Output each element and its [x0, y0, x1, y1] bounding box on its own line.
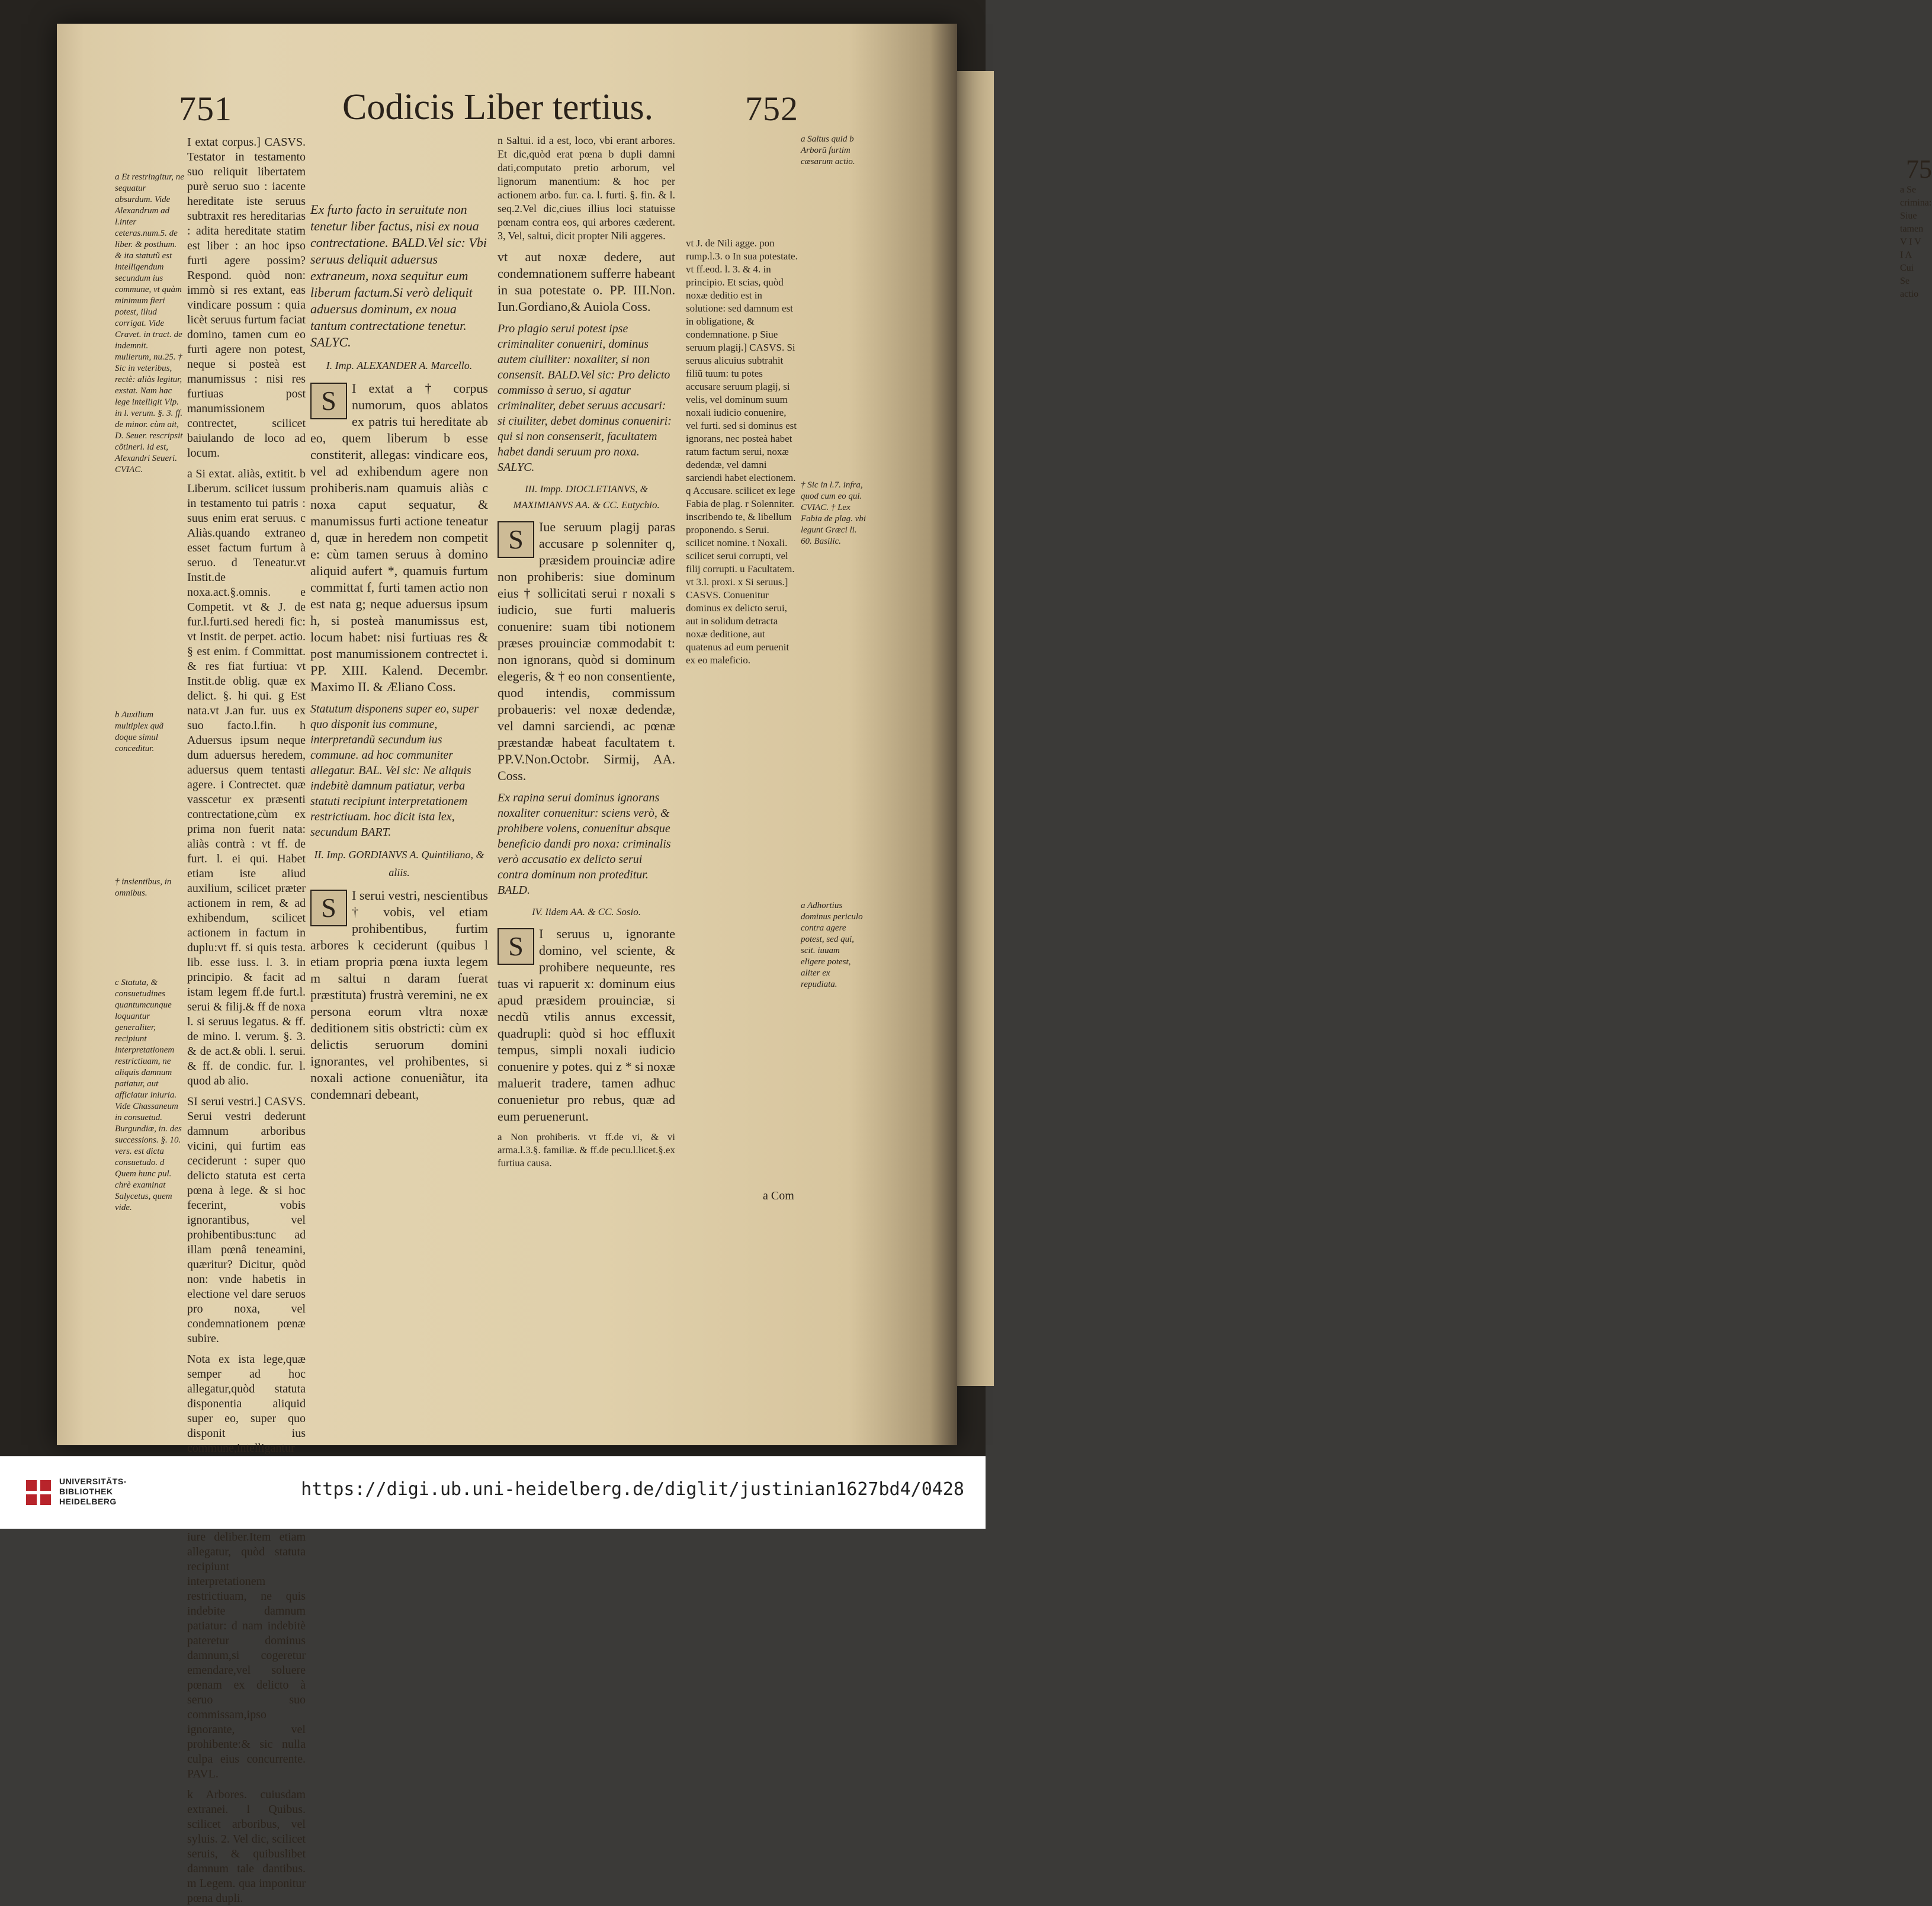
rubric: Statutum disponens super eo, super quo disponit ius commune, interpretandũ secundum ius commune. ad hoc communiter allegatur. BAL. Vel sic: Ne aliquis indebitè damnum patiatur, verba statuti recipiunt interpretationem restrictiuam. hoc dicit ista lex, secundum BART. — [310, 702, 479, 839]
margin-note: a Adhortius dominus periculo contra agere potest, sed qui, scit. iuuam eligere potest, aliter ex repudiata. — [801, 901, 863, 989]
drop-capital: S — [498, 521, 534, 558]
drop-capital: S — [498, 928, 534, 965]
opening-gloss: I extat corpus.] CASVS. Testator in testamento suo reliquit libertatem purè seruo suo : iacente hereditate iste seruus subtraxit res hereditarias : adita hereditate statim est liber : an hoc ipso furti agere possim? Respond. quòd non: immò si res extant, eas vindicare possum : quia licèt seruus furtum faciat domino, tamen cum eo furti agere non potest, neque si posteà est manumissus : nisi res furtiuas post manumissionem contrectet, scilicet baiulando de loco ad locum. — [187, 136, 306, 460]
lex-text: S I serui vestri, nescientibus † vobis, vel etiam prohibentibus, furtim arbores k ceciderunt (quibus l etiam propria pœna iuxta legem m saltui n daram fuerat præstituta) frustrà veremini, ne ex persona eorum vltra noxæ deditionem sitis obstricti: cùm ex delictis seruorum domini ignorantes, vel prohibentes, si noxali actione conueniãtur, ita condemnari debeant, — [310, 888, 488, 1102]
next-page-number: 75 — [1906, 155, 1932, 184]
casus-gloss: SI serui vestri.] CASVS. Serui vestri dederunt damnum arboribus vicini, qui furtim eas ceciderunt : super quo delicto statuta est certa pœna à lege. & si hoc fecerint, vobis ignorantibus, vel prohibentibus:tunc ad illam pœnâ teneamini, quæritur? Dicitur, quòd non: vnde habetis in electione vel dare seruos pro noxa, vel condemnationem pœnæ subire. — [187, 1095, 306, 1345]
viewer-footer — [0, 1456, 986, 1529]
page-number-left: 751 — [179, 89, 232, 128]
lex-heading: II. Imp. GORDIANVS A. Quintiliano, & aliis. — [314, 849, 484, 878]
gloss-notes: a Si extat. aliàs, extitit. b Liberum. scilicet iussum in testamento tui patris : suus enim erat seruus. c Aliàs.quando extraneo esset factum furtum à seruo. d Teneatur.vt Instit.de noxa.act.§.omnis. e Competit. vt & J. de fur.l.furti.sed heredi fic: vt Instit. de perpet. actio. § est enim. f Committat. & res fiat furtiua: vt Instit.de oblig. quæ ex delict. §. hi qui. g Est nata.vt J.an fur. uus ex suo facto.l.fin. h Aduersus ipsum neque dum aduersus heredem, aduersus quem tentasti agere. i Contrectet. quæ vasscetur ex præsenti contrectatione,cùm ex prima non fuerit nata: aliàs contrà : vt ff. de furt. l. ei qui. Habet etiam iste aliud auxilium, scilicet præter actionem in rem, & ad exhibendum, scilicet actionem in factum in duplu:vt ff. si quis testa. lib. esse iuss. l. 3. in principio. & facit ad istam legem ff.de furt.l. serui & filij.& ff de noxa l. si seruus legatus. & ff. de mino. l. verum. §. 3. & de act.& obli. l. serui. & ff. de condic. fur. l. quod ab alio. — [187, 467, 306, 1087]
margin-note: † insientibus, in omnibus. — [115, 877, 172, 898]
margin-note: † Sic in l.7. infra, quod cum eo qui. CVIAC. † Lex Fabia de plag. vbi legunt Græci li. 60. Basilic. — [801, 480, 866, 546]
lex-heading: III. Impp. DIOCLETIANVS, & MAXIMIANVS AA. & CC. Eutychio. — [513, 483, 660, 511]
margin-note: c Statuta, & consuetudines quantumcunque loquantur generaliter, recipiunt interpretationem restrictiuam, ne aliquis damnum patiatur, aut afficiatur iniuria. Vide Chassaneum in consuetud. Burgundiæ, in. des successions. §. 10. vers. est dicta consuetudo. d Quem hunc pul. chrè examinat Salycetus, quem vide. — [115, 978, 182, 1212]
left-gloss-column — [187, 135, 306, 1905]
nota-gloss: Nota ex ista lege,quæ semper ad hoc allegatur,quòd statuta disponentia aliquid super eo, super quo disponit ius commune,intelligantur iure deliber.Item etiam allegatur, quòd statuta recipiunt interpretationem restrictiuam, ne quis indebite damnum patiatur: d nam indebitè pateretur dominus damnum,si cogeretur emendare,vel soluere pœnam ex delicto à seruo suo commissam,ipso ignorante, vel prohibente:& sic nulla culpa eius concurrente. PAVL. — [187, 1353, 306, 1780]
lex-text: S Iue seruum plagij paras accusare p solenniter q, præsidem prouinciæ adire non prohiberis: siue dominum eius † sollicitati serui r noxali s iudicio, sue furti malueris conuenire: suam tibi notionem præses prouinciæ commodabit t: non ignorans, quòd si dominum elegeris, & † eo non consentiente, quod intendis, commissum probaueris: vel noxæ dedendæ, vel damni sarciendi, ac pœnæ præstandæ habeat facultatem t. PP.V.Non.Octobr. Sirmij, AA. Coss. — [498, 519, 675, 783]
drop-capital: S — [310, 383, 347, 419]
right-gloss: vt J. de Nili agge. pon rump.l.3. o In sua potestate. vt ff.eod. l. 3. & 4. in principio. Et scias, quòd noxæ deditio est in solutione: sed damnum est in obligatione, & condemnatione. p Siue seruum plagij.] CASVS. Si seruus alicuius subtrahit filiũ tuum: tu potes accusare seruum plagij, si velis, vel dominum suum noxali iudicio conuenire, vel furti. sed si dominus est ignorans, nec posteà habet ratum factum serui, noxæ dedendæ, vel damni sarciendi habet electionem. q Accusare. scilicet ex lege Fabia de plag. r Solenniter. inscribendo te, & libellum proponendo. s Serui. scilicet nomine. t Noxali. scilicet serui corrupti, vel filij corrupti. u Facultatem. vt 3.l. proxi. x Si seruus.] CASVS. Conuenitur dominus ex delicto serui, aut in solidum detracta noxæ deditione, aut quatenus ad eum peruenit ex eo maleficio. — [686, 238, 798, 666]
permalink-url[interactable]: https://digi.ub.uni-heidelberg.de/diglit/justinian1627bd4/0428 — [301, 1479, 964, 1500]
next-page-text: a Se crimina: Siue tamen V I V I A Cui Se actio — [1900, 185, 1932, 299]
right-text-column — [498, 134, 675, 1212]
right-gloss-column — [686, 237, 798, 1196]
catchword: a Com — [763, 1189, 794, 1202]
running-title: Codicis Liber tertius. — [342, 87, 654, 127]
margin-note: b Auxilium multiplex quã doque simul conceditur. — [115, 710, 164, 753]
rubric: Pro plagio serui potest ipse criminaliter conueniri, dominus autem ciuiliter: noxaliter, si non consensit. BALD.Vel sic: Pro delicto commisso à seruo, si agatur criminaliter, debet seruus accusari: si ciuiliter, debet dominus conueniri: qui si non consenserit, facultatem habet dandi seruum pro noxa. SALYC. — [498, 322, 672, 474]
page-number-right: 752 — [745, 89, 798, 128]
rubric: Ex furto facto in seruitute non tenetur liber factus, nisi ex noua contrectatione. BALD.Vel sic: Vbi seruus deliquit aduersus extraneum, noxa sequitur eum liberum factum.Si verò deliquit aduersus dominum, ex noua tantum contrectatione tenetur. SALYC. — [310, 202, 487, 349]
bottom-notes: a Non prohiberis. vt ff.de vi, & vi arma.l.3.§. familiæ. & ff.de pecu.l.licet.§.ex furtiua causa. — [498, 1131, 675, 1169]
lex-text: S I seruus u, ignorante domino, vel sciente, & prohibere nequeunte, res tuas vi rapuerit x: dominum eius apud præsidem prouinciæ, si necdũ vtilis annus excessit, quadrupli: quòd si hoc effluxit tempus, simpli noxali iudicio conuenire y potes. qui z * si noxæ maluerit tradere, tamen adhuc conuenietur pro rebus, quæ ad eum peruenerunt. — [498, 926, 675, 1124]
university-library-logo-icon — [25, 1479, 52, 1506]
lex-text: S I extat a † corpus numorum, quos ablatos ex patris tui hereditate ab eo, quem liberum b esse constiterit, allegas: vindicare eos, vel ad exhibendum agere non prohiberis.nam quamuis aliàs c noxa caput sequatur, & manumissus furti actione teneatur d, quæ in heredem non competit e: cùm tamen seruus à domino aliquid aufert *, quamuis furtum committat f, furti tamen actio non est nata g; neque aduersus ipsum h, si posteà manumissus est, locum habet: nisi furtiuas res & post manumissionem contrectet i. PP. XIII. Kalend. Decembr. Maximo II. & Æliano Coss. — [310, 381, 488, 694]
main-text-column — [310, 201, 488, 1161]
top-notes: n Saltui. id a est, loco, vbi erant arbores. Et dic,quòd erat pœna b dupli damni dati,computato pretio arborum, vel lignorum manentium: & hoc per actionem arbo. fur. ca. l. furti. §. fin. & l. seq.2.Vel dic,ciues illius loci statuisse pœnam contra eos, qui arbores cæderent. 3, Vel, saltui, dicit propter Nili aggeres. — [498, 134, 675, 242]
lex-heading: IV. Iidem AA. & CC. Sosio. — [531, 906, 641, 917]
drop-capital: S — [310, 890, 347, 926]
lex-heading: I. Imp. ALEXANDER A. Marcello. — [326, 360, 473, 371]
rubric: Ex rapina serui dominus ignorans noxaliter conuenitur: sciens verò, & prohibere volens, conuenitur absque beneficio dandi pro noxa: criminalis verò accusatio ex delicto serui contra dominum non proteditur. BALD. — [498, 791, 671, 897]
institution-name: UNIVERSITÄTS- BIBLIOTHEK HEIDELBERG — [59, 1477, 127, 1506]
margin-note: a Et restringitur, ne sequatur absurdum. Vide Alexandrum ad l.inter ceteras.num.5. de liber. & posthum. & ita statutũ est intelligendum secundum ius commune, vt quàm minimum fieri potest, illud corrigat. Vide Cravet. in tract. de indemnit. mulierum, nu.25. † Sic in veteribus, rectè: aliàs legitur, exstat. Nam hac lege intelligit Vlp. in l. verum. §. 3. ff. de minor. cùm ait, D. Seuer. rescripsit cõtineri. id est, Alexandri Seueri. CVIAC. — [115, 172, 184, 474]
margin-note: a Saltus quid b Arborũ furtim cæsarum actio. — [801, 134, 855, 166]
lex-continuation: vt aut noxæ dedere, aut condemnationem sufferre habeant in sua potestate o. PP. III.Non. Iun.Gordiano,& Auiola Coss. — [498, 249, 675, 314]
final-notes: k Arbores. cuiusdam extranei. l Quibus. scilicet arboribus, vel syluis. 2. Vel dic, scilicet seruis, & quibuslibet damnum tale dantibus. m Legem. qua imponitur pœna dupli. — [187, 1788, 306, 1905]
